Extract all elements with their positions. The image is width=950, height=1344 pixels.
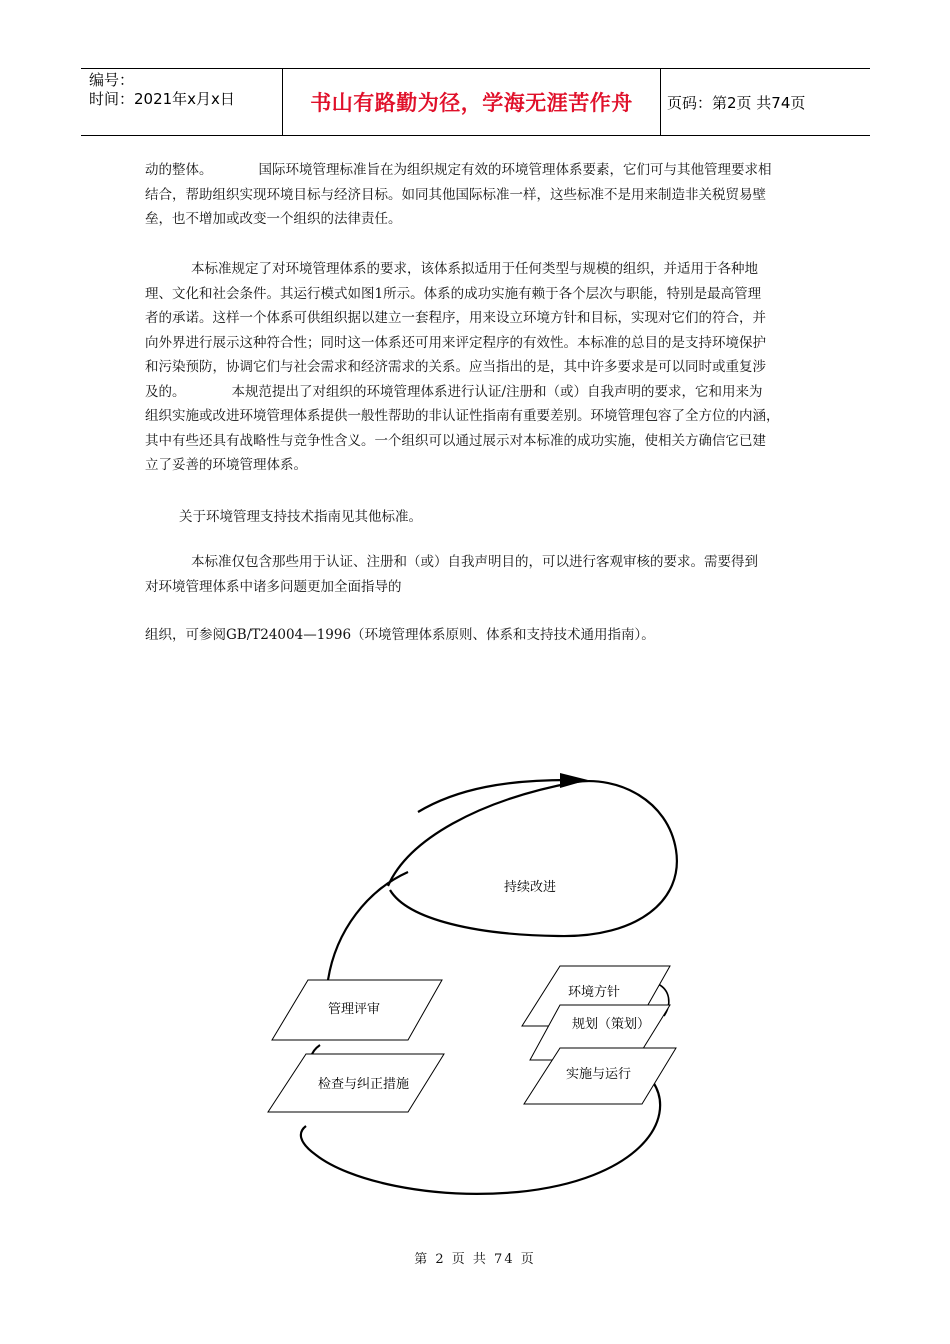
header-meta	[81, 69, 283, 135]
header-page-info: 页码：第2页 共74页	[667, 93, 806, 112]
p1-line3: 垒，也不增加或改变一个组织的法律责任。	[145, 211, 402, 227]
p4-line1: 本标准仅包含那些用于认证、注册和（或）自我声明目的，可以进行客观审核的要求。需要得到	[191, 554, 758, 570]
p2-line8: 其中有些还具有战略性与竞争性含义。一个组织可以通过展示对本标准的成功实施，使相关方确信它已建	[145, 432, 766, 449]
p2-line3: 者的承诺。这样一个体系可供组织据以建立一套程序，用来设立环境方针和目标，实现对它们的符合，并	[145, 310, 766, 326]
p2-line6-a: 及的。	[145, 383, 186, 400]
p1-line2: 结合，帮助组织实现环境目标与经济目标。如同其他国际标准一样，这些标准不是用来制造非关税贸易壁	[145, 186, 766, 203]
check-corrective-label: 检查与纠正措施	[318, 1077, 410, 1092]
p1-line1-b: 国际环境管理标准旨在为组织规定有效的环境管理体系要素，它们可与其他管理要求相	[258, 162, 772, 178]
paragraph-5	[145, 623, 815, 648]
paragraph-4	[145, 550, 815, 599]
paragraph-3	[145, 505, 815, 530]
implementation-label: 实施与运行	[566, 1067, 632, 1082]
continuous-improvement-label: 持续改进	[504, 880, 557, 895]
p2-line2: 理、文化和社会条件。其运行模式如图1所示。体系的成功实施有赖于各个层次与职能，特别是最高管理	[145, 285, 762, 302]
paragraph-1	[145, 158, 815, 232]
header-motto: 书山有路勤为径，学海无涯苦作舟	[283, 69, 661, 135]
p2-line1: 本标准规定了对环境管理体系的要求，该体系拟适用于任何类型与规模的组织，并适用于各种地	[191, 261, 758, 277]
p1-line1-a: 动的整体。	[145, 162, 213, 178]
p2-line5: 和污染预防，协调它们与社会需求和经济需求的关系。应当指出的是，其中许多要求是可以同时或重复涉	[145, 359, 766, 375]
p4-line2: 对环境管理体系中诸多问题更加全面指导的	[145, 578, 402, 595]
planning-label: 规划（策划）	[572, 1017, 651, 1032]
p2-line9: 立了妥善的环境管理体系。	[145, 457, 307, 473]
time-label: 时间：2021年x月x日	[89, 90, 235, 108]
p2-line6-b: 本规范提出了对组织的环境管理体系进行认证/注册和（或）自我声明的要求，它和用来为	[231, 383, 763, 400]
p2-line4: 向外界进行展示这种符合性；同时这一体系还可用来评定程序的有效性。本标准的总目的是支持环境保护	[145, 334, 766, 351]
ems-cycle-diagram	[258, 760, 698, 1200]
arrow-head-icon	[560, 773, 588, 788]
env-policy-label: 环境方针	[568, 985, 621, 1000]
paragraph-2	[145, 257, 815, 478]
page-header	[81, 68, 870, 136]
number-label: 编号：	[89, 71, 135, 89]
improvement-loop-top	[418, 780, 568, 812]
spiral-left-rise	[328, 872, 408, 980]
page-footer: 第 2 页 共 74 页	[414, 1252, 536, 1267]
p3-text: 关于环境管理支持技术指南见其他标准。	[179, 509, 422, 525]
management-review-label: 管理评审	[328, 1002, 381, 1017]
p5-text: 组织，可参阅GB/T24004—1996（环境管理体系原则、体系和支持技术通用指南）。	[145, 627, 655, 643]
p2-line7: 组织实施或改进环境管理体系提供一般性帮助的非认证性指南有重要差别。环境管理包容了全方位的内涵，	[145, 408, 780, 424]
